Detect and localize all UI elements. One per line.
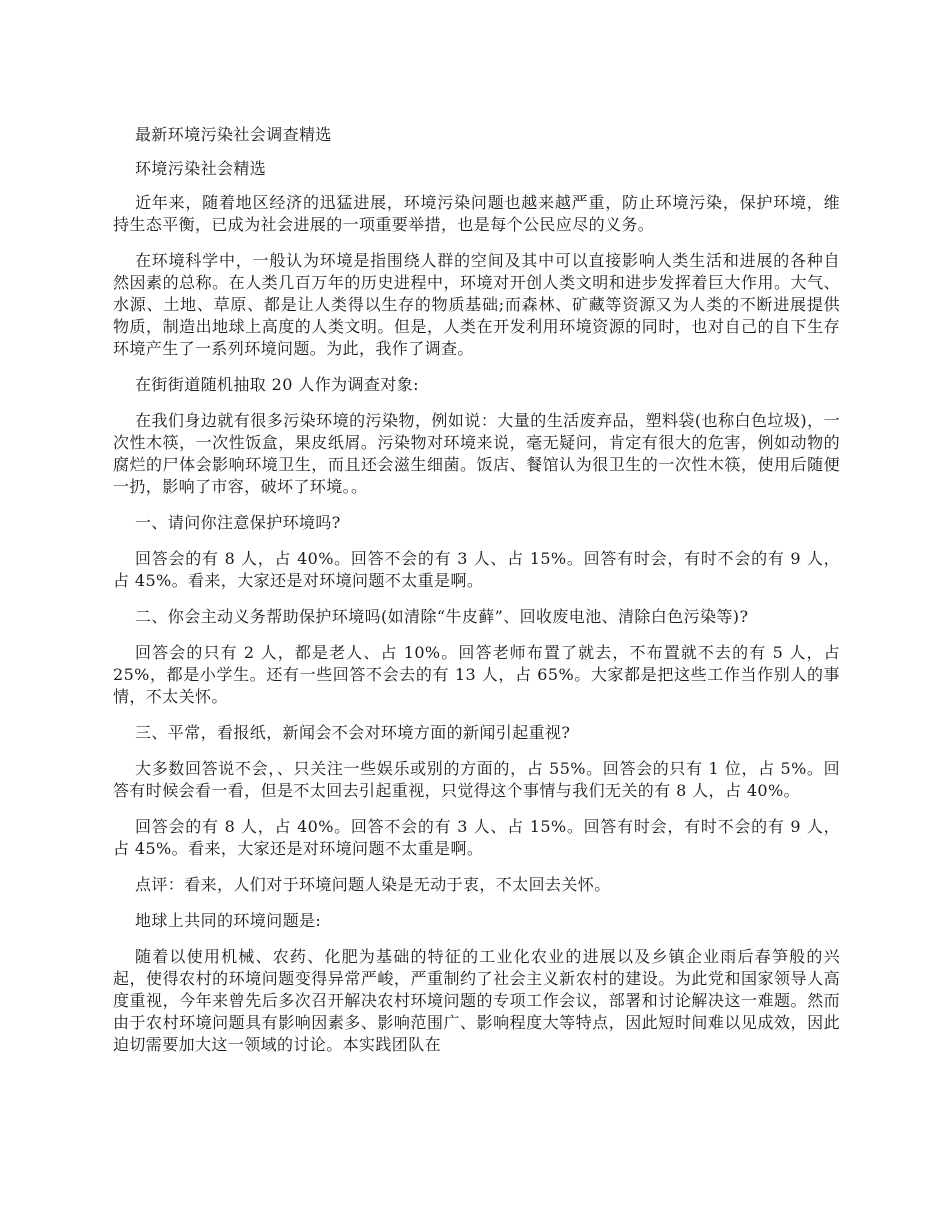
question-2: 二、你会主动义务帮助保护环境吗(如清除“牛皮藓”、回收废电池、清除白色污染等)? — [135, 607, 749, 626]
question-1: 一、请问你注意保护环境吗? — [135, 513, 341, 532]
document-subtitle: 环境污染社会精选 — [135, 159, 267, 178]
paragraph-rural-environment: 随着以使用机械、农药、化肥为基础的特征的工业化农业的进展以及乡镇企业雨后春笋般的兴起，使得农村的环境问题变得异常严峻，严重制约了社会主义新农村的建设。为此党和国家领导人高度重视，今年来曾先后多次召开解决农村环境问题的专项工作会议，部署和讨论解决这一难题。然而由于农村环境问题具有影响因素多、影响范围广、影响程度大等特点，因此短时间难以见成效，因此迫切需要加大这一领域的讨论。本实践团队在 — [113, 947, 840, 1054]
paragraph-intro: 近年来，随着地区经济的迅猛进展，环境污染问题也越来越严重，防止环境污染，保护环境，维持生态平衡，已成为社会进展的一项重要举措，也是每个公民应尽的义务。 — [113, 193, 840, 234]
document-title: 最新环境污染社会调查精选 — [135, 125, 332, 144]
comment-paragraph: 点评：看来，人们对于环境问题人染是无动于衷，不太回去关怀。 — [135, 875, 611, 894]
paragraph-environment-science: 在环境科学中，一般认为环境是指围绕人群的空间及其中可以直接影响人类生活和进展的各种自然因素的总称。在人类几百万年的历史进程中，环境对开创人类文明和进步发挥着巨大作用。大气、水源、土地、草原、都是让人类得以生存的物质基础;而森林、矿藏等资源又为人类的不断进展提供物质，制造出地球上高度的人类文明。但是，人类在开发利用环境资源的同时，也对自己的自下生存环境产生了一系列环境问题。为此，我作了调查。 — [113, 251, 840, 358]
answer-2: 回答会的只有 2 人，都是老人、占 10%。回答老师布置了就去，不布置就不去的有 5 人，占 25%，都是小学生。还有一些回答不会去的有 13 人，占 65%。大家都是把这些工作当作别人的事情，不太关怀。 — [113, 643, 840, 706]
document-page — [113, 124, 840, 1070]
global-problems-heading: 地球上共同的环境问题是: — [135, 911, 322, 930]
paragraph-survey-sample: 在街街道随机抽取 20 人作为调查对象: — [135, 375, 419, 394]
answer-3: 大多数回答说不会，、只关注一些娱乐或别的方面的，占 55%。回答会的只有 1 位，占 5%。回答有时候会看一看，但是不太回去引起重视，只觉得这个事情与我们无关的有 8 人，占 40%。 — [113, 759, 840, 800]
answer-1: 回答会的有 8 人，占 40%。回答不会的有 3 人、占 15%。回答有时会，有时不会的有 9 人，占 45%。看来，大家还是对环境问题不太重是啊。 — [113, 549, 840, 590]
answer-repeat: 回答会的有 8 人，占 40%。回答不会的有 3 人、占 15%。回答有时会，有时不会的有 9 人，占 45%。看来，大家还是对环境问题不太重是啊。 — [113, 817, 840, 858]
paragraph-pollutants: 在我们身边就有很多污染环境的污染物，例如说：大量的生活废弃品，塑料袋(也称白色垃圾)，一次性木筷，一次性饭盒，果皮纸屑。污染物对环境来说，毫无疑问，肯定有很大的危害，例如动物的腐烂的尸体会影响环境卫生，而且还会滋生细菌。饭店、餐馆认为很卫生的一次性木筷，使用后随便一扔，影响了市容，破坏了环境。。 — [113, 411, 840, 496]
question-3: 三、平常，看报纸，新闻会不会对环境方面的新闻引起重视? — [135, 723, 571, 742]
